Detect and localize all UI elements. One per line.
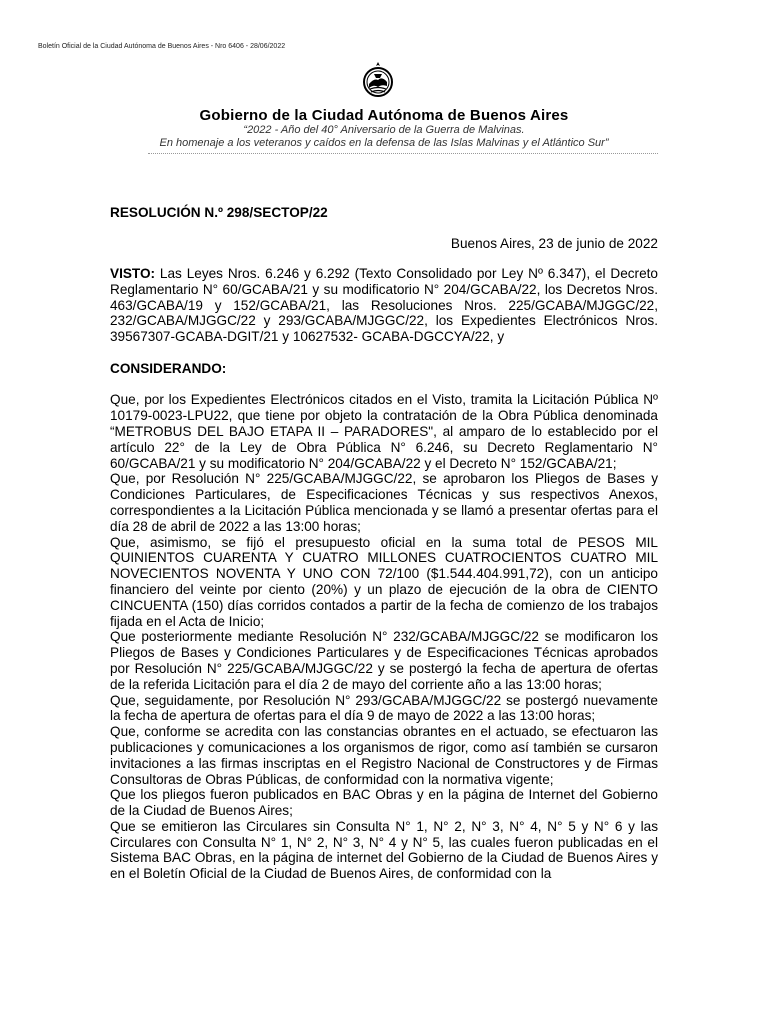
header-divider — [148, 153, 658, 154]
paragraph: Que, seguidamente, por Resolución N° 293/GCABA/MJGGC/22 se postergó nuevamente la fecha de apertura de ofertas para el día 9 de mayo de 2022 a las 13:00 horas; — [110, 692, 658, 724]
paragraph: Que posteriormente mediante Resolución N° 232/GCABA/MJGGC/22 se modificaron los Pliegos de Bases y Condiciones Particulares y de Especificaciones Técnicas aprobados por Resolución N° 225/GCABA/MJGGC/22 y se postergó la fecha de apertura de ofertas de la referida Licitación para el día 2 de mayo del corriente año a las 13:00 horas; — [110, 629, 658, 692]
visto-label: VISTO: — [110, 266, 156, 281]
paragraph: Que, por Resolución N° 225/GCABA/MJGGC/22, se aprobaron los Pliegos de Bases y Condiciones Particulares, de Especificaciones Técnicas y sus respectivos Anexos, correspondientes a la Licitación Pública mencionada y se llamó a presentar ofertas para el día 28 de abril de 2022 a las 13:00 horas; — [110, 471, 658, 534]
paragraph: Que los pliegos fueron publicados en BAC Obras y en la página de Internet del Gobierno de la Ciudad de Buenos Aires; — [110, 787, 658, 819]
place-date: Buenos Aires, 23 de junio de 2022 — [450, 236, 658, 251]
bulletin-header: Boletín Oficial de la Ciudad Autónoma de Buenos Aires - Nro 6406 - 28/06/2022 — [38, 43, 286, 50]
motto-line-1: “2022 - Año del 40° Aniversario de la Guerra de Malvinas. — [243, 124, 525, 136]
visto-paragraph — [110, 266, 658, 345]
resolution-title: RESOLUCIÓN N.º 298/SECTOP/22 — [110, 205, 328, 220]
considerando-heading: CONSIDERANDO: — [110, 360, 227, 376]
paragraph: Que, asimismo, se fijó el presupuesto oficial en la suma total de PESOS MIL QUINIENTOS CUARENTA Y CUATRO MILLONES CUATROCIENTOS CUATRO MIL NOVECIENTOS NOVENTA Y UNO CON 72/100 ($1.544.404.991,72), con un anticipo financiero del veinte por ciento (20%) y un plazo de ejecución de la obra de CIENTO CINCUENTA (150) días corridos contados a partir de la fecha de comienzo de los trabajos fijada en el Acta de Inicio; — [110, 534, 658, 629]
city-coat-of-arms-icon — [362, 60, 394, 102]
government-title: Gobierno de la Ciudad Autónoma de Buenos Aires — [199, 107, 569, 124]
visto-text: Las Leyes Nros. 6.246 y 6.292 (Texto Consolidado por Ley Nº 6.347), el Decreto Reglamentario N° 60/GCABA/21 y su modificatorio N° 204/GCABA/22, los Decretos Nros. 463/GCABA/19 y 152/GCABA/21, las Resoluciones Nros. 225/GCABA/MJGGC/22, 232/GCABA/MJGGC/22 y 293/GCABA/MJGGC/22, los Expedientes Electrónicos Nros. 39567307-GCABA-DGIT/21 y 10627532- GCABA-DGCCYA/22, y — [110, 266, 658, 345]
motto-line-2: En homenaje a los veteranos y caídos en la defensa de las Islas Malvinas y el Atlántico Sur” — [159, 137, 609, 149]
paragraph: Que se emitieron las Circulares sin Consulta N° 1, N° 2, N° 3, N° 4, N° 5 y N° 6 y las Circulares con Consulta N° 1, N° 2, N° 3, N° 4 y N° 5, las cuales fueron publicadas en el Sistema BAC Obras, en la página de internet del Gobierno de la Ciudad de Buenos Aires y en el Boletín Oficial de la Ciudad de Buenos Aires, de conformidad con la — [110, 818, 658, 882]
paragraph: Que, por los Expedientes Electrónicos citados en el Visto, tramita la Licitación Pública Nº 10179-0023-LPU22, que tiene por objeto la contratación de la Obra Pública denominada “METROBUS DEL BAJO ETAPA II – PARADORES", al amparo de lo establecido por el artículo 22° de la Ley de Obra Pública N° 6.246, su Decreto Reglamentario N° 60/GCABA/21 y su modificatorio N° 204/GCABA/22 y el Decreto N° 152/GCABA/21; — [110, 392, 658, 471]
document-body — [110, 266, 658, 882]
paragraph: Que, conforme se acredita con las constancias obrantes en el actuado, se efectuaron las publicaciones y comunicaciones a los organismos de rigor, como así también se cursaron invitaciones a las firmas inscriptas en el Registro Nacional de Constructores y de Firmas Consultoras de Obras Públicas, de conformidad con la normativa vigente; — [110, 724, 658, 787]
